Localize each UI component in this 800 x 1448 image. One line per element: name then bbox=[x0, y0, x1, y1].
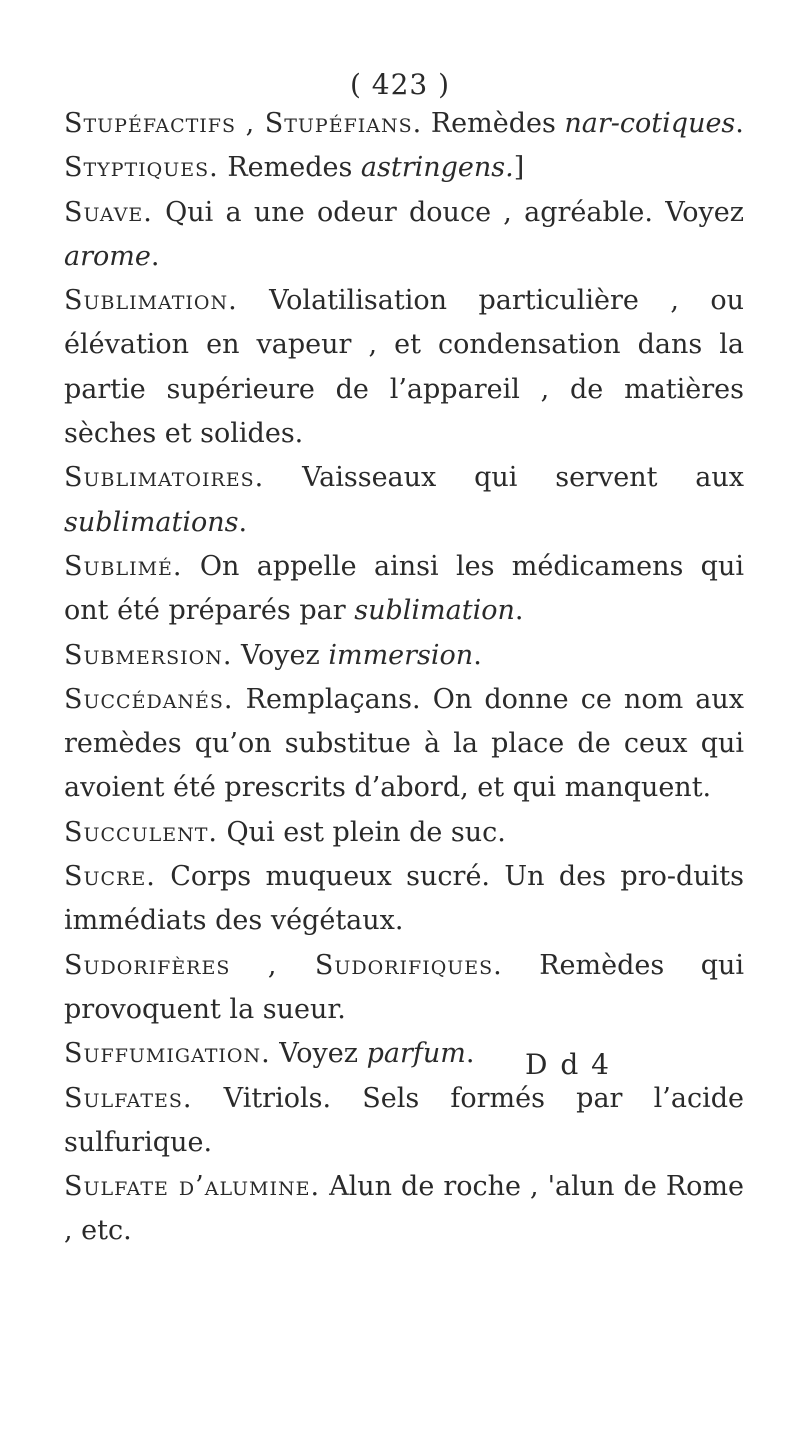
entry-tail: . bbox=[473, 639, 482, 671]
entry-tail: ] bbox=[513, 152, 525, 184]
entry-definition: Alun de roche , 'alun de Rome , etc. bbox=[64, 1171, 744, 1247]
entry-headword: Submersion. bbox=[64, 639, 233, 671]
entry-styptiques bbox=[64, 146, 744, 190]
entry-submersion bbox=[64, 634, 744, 678]
entry-definition: Voyez bbox=[270, 1038, 367, 1070]
entry-definition: Vitriols. Sels formés par l’acide sulfurique. bbox=[64, 1082, 744, 1158]
entry-definition: Vaisseaux qui servent aux bbox=[264, 462, 744, 494]
entry-tail: . bbox=[238, 506, 248, 538]
signature-mark: D d 4 bbox=[525, 1048, 611, 1081]
entry-italic-term: sublimations bbox=[64, 506, 239, 538]
entry-succedanes bbox=[64, 678, 744, 811]
dictionary-entries bbox=[64, 102, 744, 1254]
entry-headword: Sublimation. bbox=[64, 285, 238, 317]
entry-headword: Styptiques. bbox=[64, 152, 219, 184]
entry-definition: Qui a une odeur douce , agréable. Voyez bbox=[152, 196, 744, 228]
entry-sublimation bbox=[64, 279, 744, 456]
entry-definition: Remèdes bbox=[422, 108, 565, 139]
entry-headword: Sulfate d’alumine. bbox=[64, 1171, 321, 1203]
entry-italic-term: parfum bbox=[366, 1038, 466, 1070]
entry-headword: Sublimatoires. bbox=[64, 462, 265, 494]
entry-tail: . bbox=[735, 108, 744, 139]
entry-definition: Volatilisation particulière , ou élévation en vapeur , et condensation dans la partie supérieure de l’appareil , de matières sèches et solides. bbox=[64, 285, 744, 450]
entry-suave bbox=[64, 191, 744, 280]
entry-definition: On appelle ainsi les médicamens qui ont été préparés par bbox=[64, 550, 744, 627]
entry-suffumigation bbox=[64, 1032, 744, 1076]
entry-italic-term: immersion bbox=[328, 639, 474, 671]
entry-headword: Sulfates. bbox=[64, 1082, 193, 1114]
entry-definition: Corps muqueux sucré. Un des pro-duits immédiats des végétaux. bbox=[64, 861, 744, 937]
entry-sucre bbox=[64, 855, 744, 944]
entry-italic-term: astringens. bbox=[360, 152, 514, 184]
entry-headword: Sublimé. bbox=[64, 550, 183, 582]
entry-sudoriferes bbox=[64, 944, 744, 1033]
entry-tail: . bbox=[514, 595, 524, 627]
entry-italic-term: nar-cotiques bbox=[564, 108, 736, 139]
entry-definition: Remplaçans. On donne ce nom aux remèdes qu’on substitue à la place de ceux qui avoient été prescrits d’abord, et qui manquent. bbox=[64, 683, 744, 804]
entry-sublime bbox=[64, 545, 744, 634]
entry-tail: . bbox=[465, 1038, 475, 1070]
entry-headword: Suave. bbox=[64, 196, 153, 228]
entry-definition: Voyez bbox=[232, 639, 329, 671]
entry-sublimatoires bbox=[64, 456, 744, 545]
entry-succulent bbox=[64, 811, 744, 855]
entry-headword: Succédanés. bbox=[64, 683, 234, 715]
entry-stupefactifs bbox=[64, 102, 744, 146]
page-number: ( 423 ) bbox=[349, 68, 451, 101]
entry-definition: Remèdes qui provoquent la sueur. bbox=[64, 949, 745, 1025]
entry-headword: Stupéfactifs , Stupéfians. bbox=[64, 108, 423, 139]
entry-headword: Sucre. bbox=[64, 861, 156, 893]
entry-headword: Succulent. bbox=[64, 816, 218, 848]
entry-sulfates bbox=[64, 1077, 744, 1166]
entry-sulfate-alumine bbox=[64, 1165, 744, 1254]
entry-definition: Qui est plein de suc. bbox=[217, 816, 506, 848]
entry-italic-term: sublimation bbox=[354, 595, 515, 627]
entry-definition: Remedes bbox=[218, 152, 361, 184]
entry-headword: Sudorifères , Sudorifiques. bbox=[64, 949, 503, 981]
entry-tail: . bbox=[150, 240, 160, 272]
entry-headword: Suffumigation. bbox=[64, 1038, 271, 1070]
entry-italic-term: arome bbox=[64, 240, 151, 272]
